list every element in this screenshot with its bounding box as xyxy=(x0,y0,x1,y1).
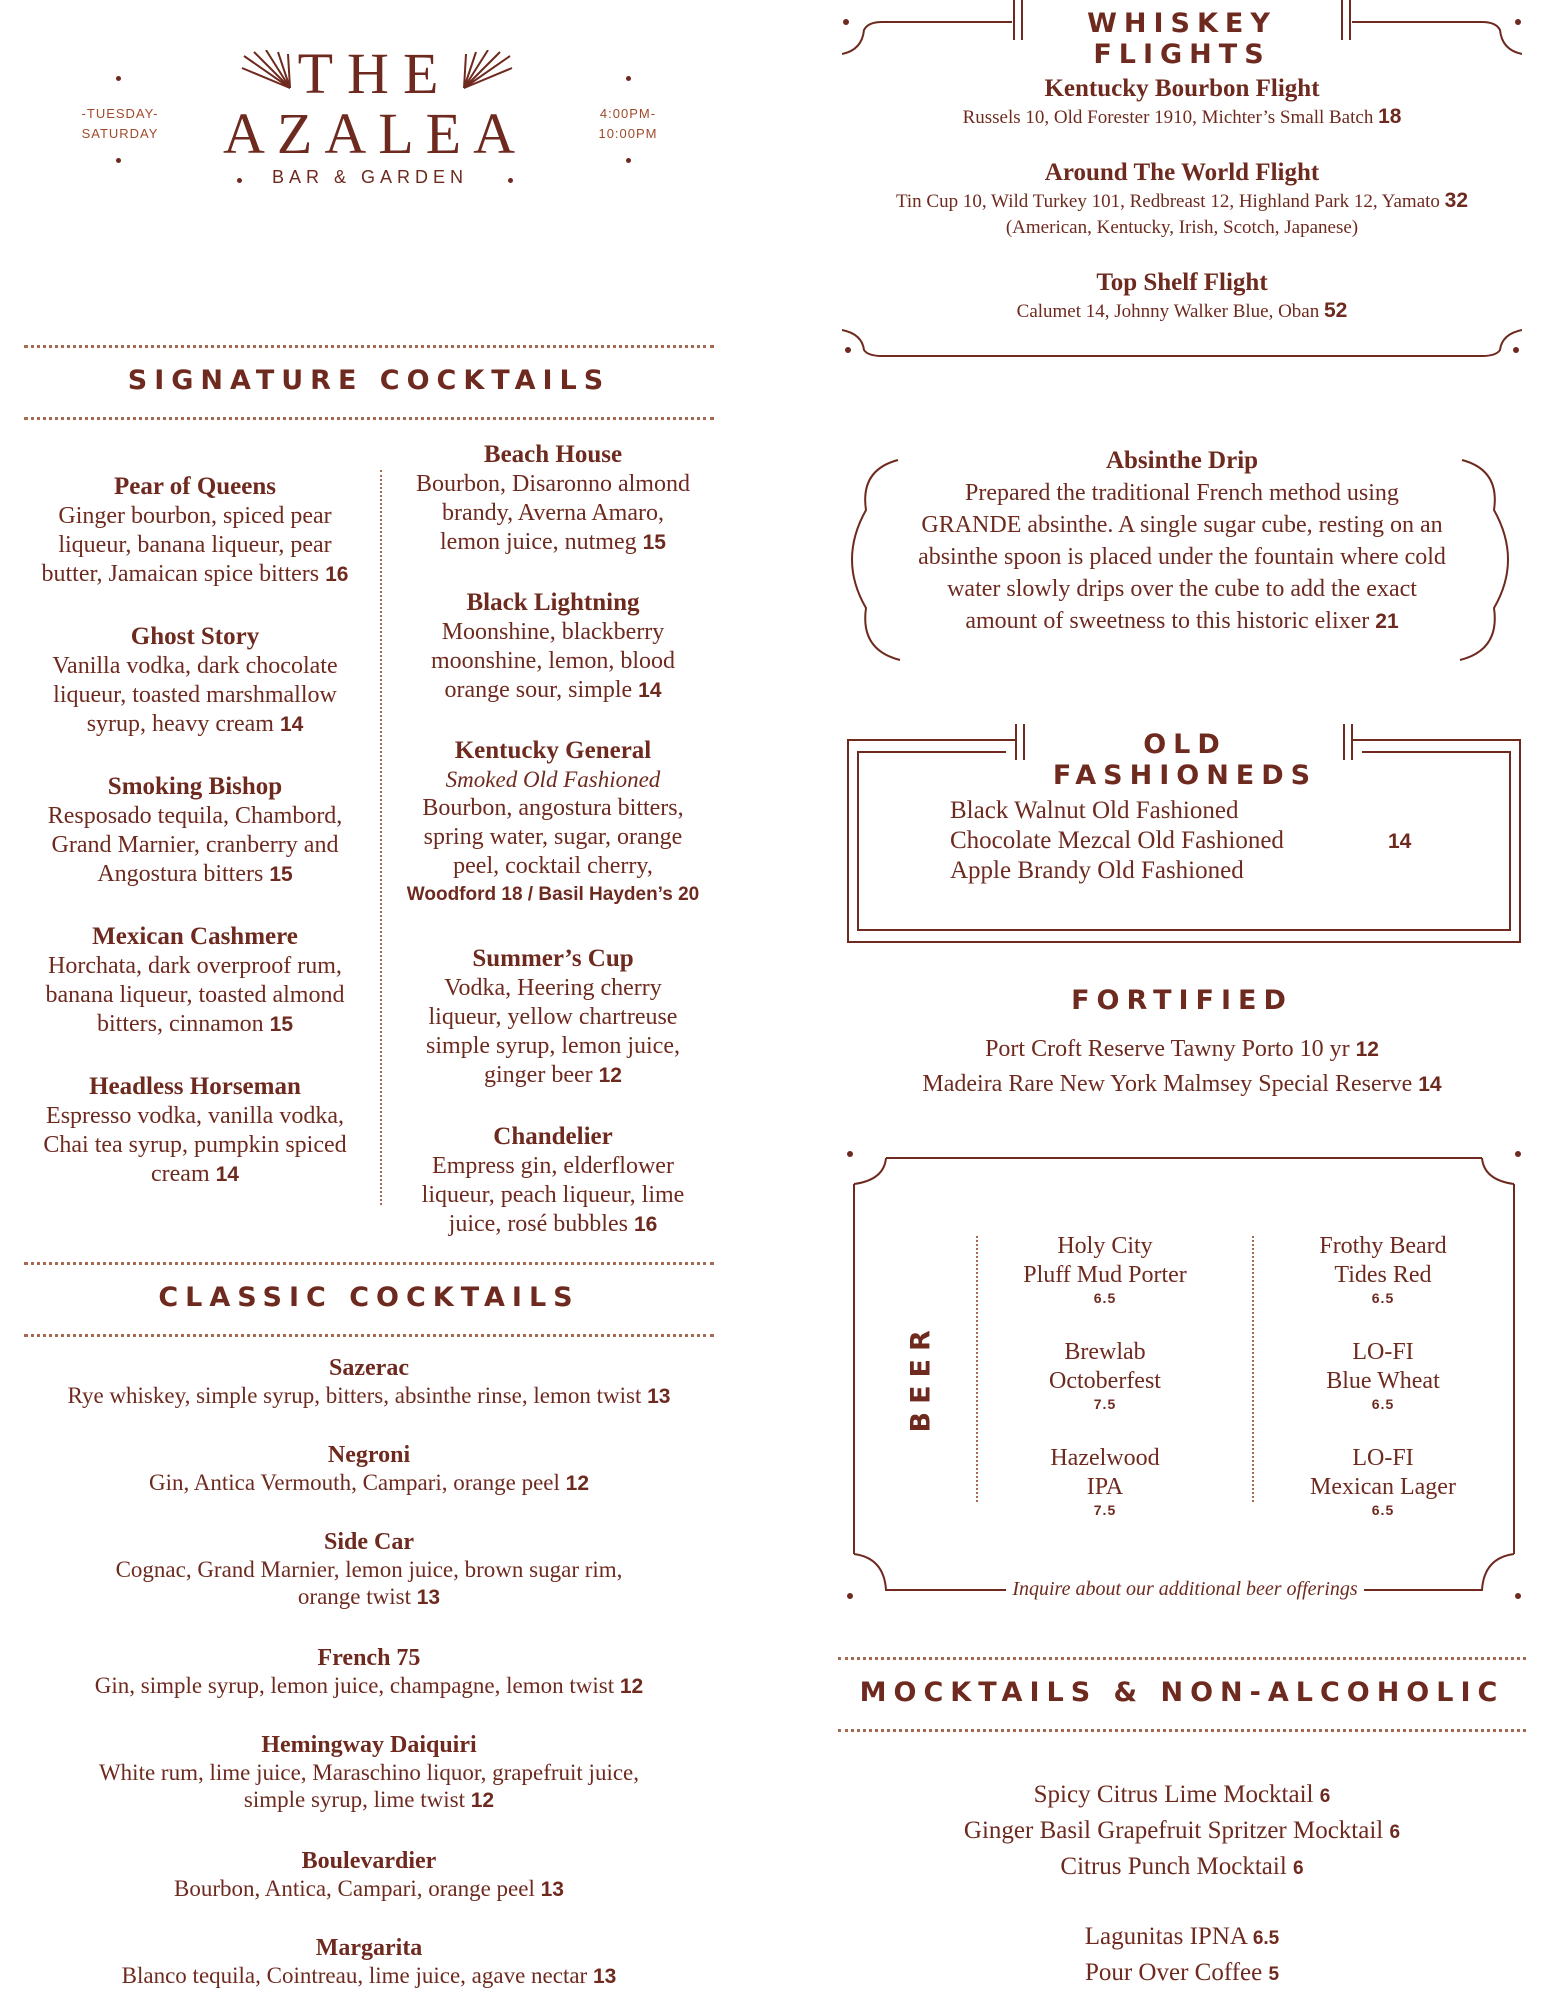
column-divider xyxy=(1252,1236,1254,1502)
ornament-dot xyxy=(626,76,631,81)
header xyxy=(0,0,780,230)
item-price: 14 xyxy=(279,713,304,736)
ornament-dot xyxy=(508,178,513,183)
item-desc: cream 14 xyxy=(151,1161,239,1187)
item-name: Boulevardier xyxy=(301,1848,437,1874)
list-item: Apple Brandy Old Fashioned xyxy=(950,857,1244,884)
item-desc: bitters, cinnamon 15 xyxy=(97,1011,293,1037)
fortified-item xyxy=(842,1032,1522,1102)
item-name: Blue Wheat xyxy=(1326,1368,1440,1394)
item-price: 15 xyxy=(269,1013,293,1036)
beer-title: BEER xyxy=(905,1322,937,1433)
item-price: 6.5 xyxy=(1371,1396,1395,1412)
item-desc: spring water, sugar, orange xyxy=(423,824,683,850)
item-desc: Empress gin, elderflower xyxy=(432,1153,674,1179)
item-name: French 75 xyxy=(317,1645,421,1671)
item-price: 6.5 xyxy=(1252,1928,1280,1949)
beer-item xyxy=(1268,1444,1498,1518)
list-item: Black Walnut Old Fashioned xyxy=(950,797,1239,824)
beer-item xyxy=(990,1232,1220,1306)
beer-item xyxy=(990,1338,1220,1412)
item-name: Sazerac xyxy=(329,1355,409,1381)
item-desc: Bourbon, angostura bitters, xyxy=(422,795,684,821)
item-subtitle: Smoked Old Fashioned xyxy=(445,767,661,792)
list-item: Pour Over Coffee 5 xyxy=(1084,1959,1280,1986)
cocktail-item xyxy=(14,1731,724,1814)
divider xyxy=(838,1729,1526,1732)
classic-title: CLASSIC COCKTAILS xyxy=(158,1282,580,1313)
item-name: Headless Horseman xyxy=(89,1073,301,1100)
list-item: Citrus Punch Mocktail 6 xyxy=(1060,1853,1304,1880)
cocktail-item xyxy=(14,1354,724,1410)
item-name: Pear of Queens xyxy=(113,473,276,500)
old-fashioned-title: OLD FASHIONEDS xyxy=(1052,729,1318,791)
item-price: 12 xyxy=(619,1675,644,1698)
item-desc: Angostura bitters 15 xyxy=(97,861,293,887)
beer-item xyxy=(1268,1232,1498,1306)
cocktail-item xyxy=(14,1934,724,1990)
item-desc: peel, cocktail cherry, xyxy=(453,853,653,879)
item-name: Mexican Lager xyxy=(1310,1474,1456,1500)
item-desc: Horchata, dark overproof rum, xyxy=(48,953,342,979)
list-item: Spicy Citrus Lime Mocktail 6 xyxy=(1033,1781,1331,1808)
hours-line: 10:00PM xyxy=(598,126,658,141)
item-desc: juice, rosé bubbles 16 xyxy=(448,1211,658,1237)
item-desc: Port Croft Reserve Tawny Porto 10 yr 12 xyxy=(985,1036,1379,1062)
divider xyxy=(24,1262,714,1265)
item-desc: amount of sweetness to this historic elixer 21 xyxy=(965,608,1399,634)
item-desc: moonshine, lemon, blood xyxy=(431,648,675,674)
item-desc: Russels 10, Old Forester 1910, Michter’s Small Batch 18 xyxy=(962,105,1402,128)
item-desc: Rye whiskey, simple syrup, bitters, absinthe rinse, lemon twist 13 xyxy=(67,1383,671,1408)
item-price: 18 xyxy=(1378,105,1402,128)
item-name: LO-FI xyxy=(1352,1445,1414,1471)
item-price: Woodford 18 / Basil Hayden’s 20 xyxy=(406,884,700,905)
list-item: Lagunitas IPNA 6.5 xyxy=(1084,1923,1280,1950)
item-price: 14 xyxy=(215,1163,239,1186)
item-name: Side Car xyxy=(324,1529,414,1555)
item-desc: Bourbon, Disaronno almond xyxy=(416,471,690,497)
divider xyxy=(24,1334,714,1337)
item-desc: liqueur, banana liqueur, pear xyxy=(58,532,332,558)
item-desc: syrup, heavy cream 14 xyxy=(86,711,304,737)
item-desc: water slowly drips over the cube to add the exact xyxy=(947,576,1417,602)
item-desc: butter, Jamaican spice bitters 16 xyxy=(41,561,349,587)
hours-line: 4:00PM- xyxy=(599,106,657,121)
item-price: 16 xyxy=(325,563,349,586)
item-desc: liqueur, peach liqueur, lime xyxy=(421,1182,685,1208)
days-line: -TUESDAY- xyxy=(81,106,159,121)
item-desc: Prepared the traditional French method using xyxy=(965,480,1399,506)
item-price: 14 xyxy=(638,679,662,702)
item-name: Black Lightning xyxy=(466,589,640,616)
item-price: 6 xyxy=(1319,1786,1331,1807)
divider xyxy=(24,417,714,420)
item-desc: Moonshine, blackberry xyxy=(441,619,665,645)
item-name: Summer’s Cup xyxy=(472,945,634,972)
item-price: 13 xyxy=(540,1878,564,1901)
signature-title: SIGNATURE COCKTAILS xyxy=(127,365,611,396)
brand-name: AZALEA xyxy=(223,101,527,166)
item-price: 13 xyxy=(647,1385,671,1408)
item-name: LO-FI xyxy=(1352,1339,1414,1365)
mocktail-list xyxy=(838,1778,1526,1992)
item-desc: liqueur, toasted marshmallow xyxy=(53,682,337,708)
divider xyxy=(24,345,714,348)
cocktail-item xyxy=(388,588,718,705)
brand-subtitle: BAR & GARDEN xyxy=(271,167,469,187)
item-desc: orange twist 13 xyxy=(297,1584,441,1609)
fan-right-icon xyxy=(458,50,514,90)
item-name: Brewlab xyxy=(1064,1339,1146,1365)
item-name: Absinthe Drip xyxy=(1105,447,1259,474)
item-price: 52 xyxy=(1324,299,1348,322)
item-name: Hemingway Daiquiri xyxy=(261,1732,477,1758)
list-item: Chocolate Mezcal Old Fashioned xyxy=(950,827,1284,854)
cocktail-item xyxy=(14,1528,724,1611)
old-fashioned-list xyxy=(950,796,1370,886)
brand-the: THE xyxy=(297,41,453,106)
cocktail-item xyxy=(14,1441,724,1497)
item-price: 15 xyxy=(269,863,293,886)
days-info xyxy=(60,104,180,144)
ornament-dot xyxy=(237,178,242,183)
ornament-dot xyxy=(116,76,121,81)
ornament-dot xyxy=(626,158,631,163)
item-name: Tides Red xyxy=(1334,1262,1432,1288)
item-desc: Chai tea syrup, pumpkin spiced xyxy=(43,1132,347,1158)
item-price: 13 xyxy=(592,1965,617,1988)
flight-item xyxy=(842,268,1522,325)
cocktail-item xyxy=(14,622,376,739)
item-price: 15 xyxy=(642,531,666,554)
item-price: 6.5 xyxy=(1371,1290,1395,1306)
item-price: 6 xyxy=(1293,1858,1304,1879)
item-price: 16 xyxy=(633,1213,658,1236)
item-price: 12 xyxy=(565,1472,590,1495)
item-desc: orange sour, simple 14 xyxy=(444,677,662,703)
cocktail-item xyxy=(388,736,718,909)
cocktail-item xyxy=(14,1644,724,1700)
days-line: SATURDAY xyxy=(81,126,159,141)
item-price: 13 xyxy=(416,1586,441,1609)
flight-item xyxy=(842,158,1522,241)
item-desc: Tin Cup 10, Wild Turkey 101, Redbreast 12, Highland Park 12, Yamato 32 xyxy=(895,189,1469,212)
fan-left-icon xyxy=(240,50,296,90)
beer-item xyxy=(990,1444,1220,1518)
cocktail-item xyxy=(388,1122,718,1239)
item-desc: White rum, lime juice, Maraschino liquor, grapefruit juice, xyxy=(98,1760,640,1785)
item-name: Kentucky General xyxy=(454,737,652,764)
item-name: Negroni xyxy=(327,1442,411,1468)
item-desc: banana liqueur, toasted almond xyxy=(45,982,345,1008)
cocktail-item xyxy=(14,472,376,589)
beer-note: Inquire about our additional beer offerings xyxy=(1012,1578,1358,1600)
fortified-title: FORTIFIED xyxy=(1071,985,1293,1016)
item-name: Mexican Cashmere xyxy=(92,923,298,950)
item-price: 7.5 xyxy=(1093,1502,1117,1518)
flight-item xyxy=(842,74,1522,131)
cocktail-item xyxy=(388,944,718,1090)
item-desc: Vanilla vodka, dark chocolate xyxy=(52,653,338,679)
item-price: 12 xyxy=(1355,1038,1379,1061)
cocktail-item xyxy=(14,922,376,1039)
beer-item xyxy=(1268,1338,1498,1412)
column-divider xyxy=(976,1236,978,1502)
absinthe-block xyxy=(842,445,1522,638)
item-desc: Madeira Rare New York Malmsey Special Reserve 14 xyxy=(922,1071,1442,1097)
item-desc: Espresso vodka, vanilla vodka, xyxy=(46,1103,344,1129)
item-price: 12 xyxy=(470,1789,495,1812)
item-name: Pluff Mud Porter xyxy=(1023,1262,1187,1288)
item-desc: Grand Marnier, cranberry and xyxy=(51,832,339,858)
item-desc: Blanco tequila, Cointreau, lime juice, agave nectar 13 xyxy=(121,1963,617,1988)
item-desc: Resposado tequila, Chambord, xyxy=(47,803,343,829)
hours-info xyxy=(568,104,688,144)
item-desc: absinthe spoon is placed under the fountain where cold xyxy=(918,544,1446,570)
item-desc: simple syrup, lime twist 12 xyxy=(243,1787,495,1812)
item-desc: simple syrup, lemon juice, xyxy=(426,1033,680,1059)
ornament-dot xyxy=(116,158,121,163)
item-price: 12 xyxy=(598,1064,622,1087)
item-desc: Gin, Antica Vermouth, Campari, orange peel 12 xyxy=(148,1470,590,1495)
item-price: 32 xyxy=(1444,189,1469,212)
cocktail-item xyxy=(14,1072,376,1189)
item-desc: Bourbon, Antica, Campari, orange peel 13 xyxy=(174,1876,564,1901)
item-price: 6.5 xyxy=(1093,1290,1117,1306)
item-price: 21 xyxy=(1375,610,1399,633)
item-name: Holy City xyxy=(1057,1233,1153,1259)
column-divider xyxy=(380,470,382,1205)
item-name: Margarita xyxy=(315,1935,423,1961)
cocktail-item xyxy=(14,772,376,889)
item-price: 14 xyxy=(1388,830,1412,853)
cocktail-item xyxy=(388,440,718,557)
item-name: Chandelier xyxy=(493,1123,613,1150)
item-desc: Gin, simple syrup, lemon juice, champagne, lemon twist 12 xyxy=(94,1673,644,1698)
item-name: Smoking Bishop xyxy=(107,773,283,800)
item-name: Ghost Story xyxy=(130,623,260,650)
item-price: 14 xyxy=(1418,1073,1442,1096)
item-name: Hazelwood xyxy=(1050,1445,1160,1471)
item-name: Octoberfest xyxy=(1049,1368,1161,1394)
item-name: IPA xyxy=(1086,1474,1124,1500)
item-desc: Cognac, Grand Marnier, lemon juice, brown sugar rim, xyxy=(115,1557,623,1582)
item-desc: Vodka, Heering cherry xyxy=(444,975,662,1001)
item-desc: (American, Kentucky, Irish, Scotch, Japanese) xyxy=(1005,217,1359,238)
item-desc: GRANDE absinthe. A single sugar cube, resting on an xyxy=(921,512,1443,538)
item-price: 7.5 xyxy=(1093,1396,1117,1412)
mocktails-title: MOCKTAILS & NON-ALCOHOLIC xyxy=(859,1677,1505,1708)
item-name: Top Shelf Flight xyxy=(1096,269,1268,296)
item-desc: brandy, Averna Amaro, xyxy=(442,500,664,526)
cocktail-item xyxy=(14,1847,724,1903)
item-desc: Ginger bourbon, spiced pear xyxy=(58,503,332,529)
item-price: 6.5 xyxy=(1371,1502,1395,1518)
item-name: Around The World Flight xyxy=(1044,159,1320,186)
item-name: Kentucky Bourbon Flight xyxy=(1044,75,1320,102)
item-price: 6 xyxy=(1389,1822,1401,1843)
divider xyxy=(838,1657,1526,1660)
item-name: Frothy Beard xyxy=(1319,1233,1447,1259)
whiskey-title: WHISKEY FLIGHTS xyxy=(1087,8,1277,70)
item-desc: ginger beer 12 xyxy=(484,1062,622,1088)
item-name: Beach House xyxy=(483,441,623,468)
item-price: 5 xyxy=(1268,1964,1280,1985)
item-desc: liqueur, yellow chartreuse xyxy=(428,1004,678,1030)
list-item: Ginger Basil Grapefruit Spritzer Mocktail 6 xyxy=(963,1817,1401,1844)
item-desc: Calumet 14, Johnny Walker Blue, Oban 52 xyxy=(1016,299,1348,322)
item-desc: lemon juice, nutmeg 15 xyxy=(440,529,666,555)
